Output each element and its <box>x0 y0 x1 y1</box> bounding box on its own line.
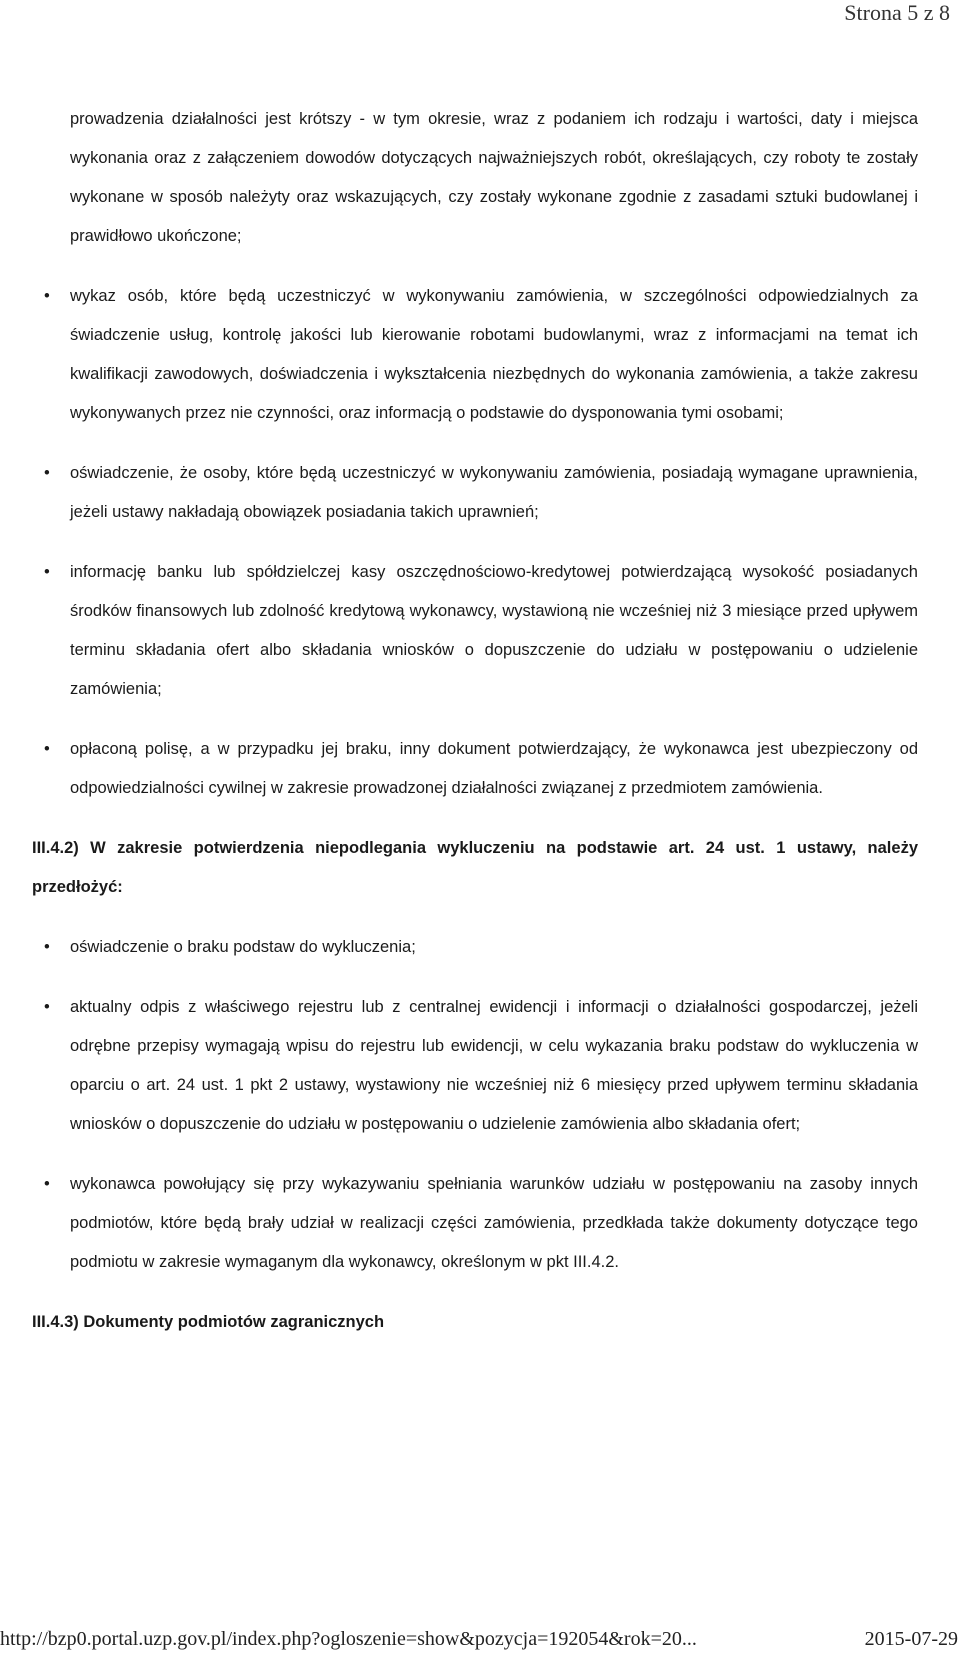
list-item <box>0 1165 960 1282</box>
list-item <box>0 277 960 433</box>
list-item <box>0 988 960 1144</box>
bullet-icon: • <box>44 938 50 956</box>
bullet-icon: • <box>44 998 50 1016</box>
list-item-text: aktualny odpis z właściwego rejestru lub z centralnej ewidencji i informacji o działalności gospodarczej, jeżeli odrębne przepisy wymagają wpisu do rejestru lub ewidencji, w celu wykazania braku podstaw do wykluczenia w oparciu o art. 24 ust. 1 pkt 2 ustawy, wystawiony nie wcześniej niż 6 miesięcy przed upływem terminu składania wniosków o dopuszczenie do udziału w postępowaniu o udzielenie zamówienia albo składania ofert; <box>70 998 918 1133</box>
bullet-icon: • <box>44 740 50 758</box>
list-item <box>0 454 960 532</box>
list-item-text: informację banku lub spółdzielczej kasy oszczędnościowo-kredytowej potwierdzającą wysokość posiadanych środków finansowych lub zdolność kredytową wykonawcy, wystawioną nie wcześniej niż 3 miesiące przed upływem terminu składania ofert albo składania wniosków o dopuszczenie do udziału w postępowaniu o udzielenie zamówienia; <box>70 563 918 698</box>
list-item-text: oświadczenie, że osoby, które będą uczestniczyć w wykonywaniu zamówienia, posiadają wymagane uprawnienia, jeżeli ustawy nakładają obowiązek posiadania takich uprawnień; <box>70 464 918 521</box>
footer-date: 2015-07-29 <box>864 1628 958 1650</box>
list-item <box>0 730 960 808</box>
list-item <box>0 928 960 967</box>
footer-url: http://bzp0.portal.uzp.gov.pl/index.php?ogloszenie=show&pozycja=192054&rok=20... <box>0 1628 697 1650</box>
bullet-icon: • <box>44 464 50 482</box>
list-item-text: opłaconą polisę, a w przypadku jej braku, inny dokument potwierdzający, że wykonawca jest ubezpieczony od odpowiedzialności cywilnej w zakresie prowadzonej działalności związanej z przedmiotem zamówienia. <box>70 740 918 797</box>
page-indicator: Strona 5 z 8 <box>844 0 950 25</box>
continuation-paragraph: prowadzenia działalności jest krótszy - w tym okresie, wraz z podaniem ich rodzaju i wartości, daty i miejsca wykonania oraz z załączeniem dowodów dotyczących najważniejszych robót, określających, czy roboty te zostały wykonane w sposób należyty oraz wskazujących, czy zostały wykonane zgodnie z zasadami sztuki budowlanej i prawidłowo ukończone; <box>70 110 918 245</box>
list-item <box>0 553 960 709</box>
section-heading-III-4-2: III.4.2) W zakresie potwierdzenia niepodlegania wykluczeniu na podstawie art. 24 ust. 1 ustawy, należy przedłożyć: <box>32 839 918 896</box>
document-body <box>0 100 960 1342</box>
bullet-icon: • <box>44 563 50 581</box>
bullet-icon: • <box>44 287 50 305</box>
list-item-text: wykaz osób, które będą uczestniczyć w wykonywaniu zamówienia, w szczególności odpowiedzialnych za świadczenie usług, kontrolę jakości lub kierowanie robotami budowlanymi, wraz z informacjami na temat ich kwalifikacji zawodowych, doświadczenia i wykształcenia niezbędnych do wykonania zamówienia, a także zakresu wykonywanych przez nie czynności, oraz informacją o podstawie do dysponowania tymi osobami; <box>70 287 918 422</box>
section-heading-III-4-3: III.4.3) Dokumenty podmiotów zagranicznych <box>32 1313 385 1331</box>
page-footer <box>0 1624 960 1654</box>
list-item-text: oświadczenie o braku podstaw do wykluczenia; <box>70 938 416 956</box>
list-item-text: wykonawca powołujący się przy wykazywaniu spełniania warunków udziału w postępowaniu na zasoby innych podmiotów, które będą brały udział w realizacji części zamówienia, przedkłada także dokumenty dotyczące tego podmiotu w zakresie wymaganym dla wykonawcy, określonym w pkt III.4.2. <box>70 1175 918 1271</box>
bullet-icon: • <box>44 1175 50 1193</box>
